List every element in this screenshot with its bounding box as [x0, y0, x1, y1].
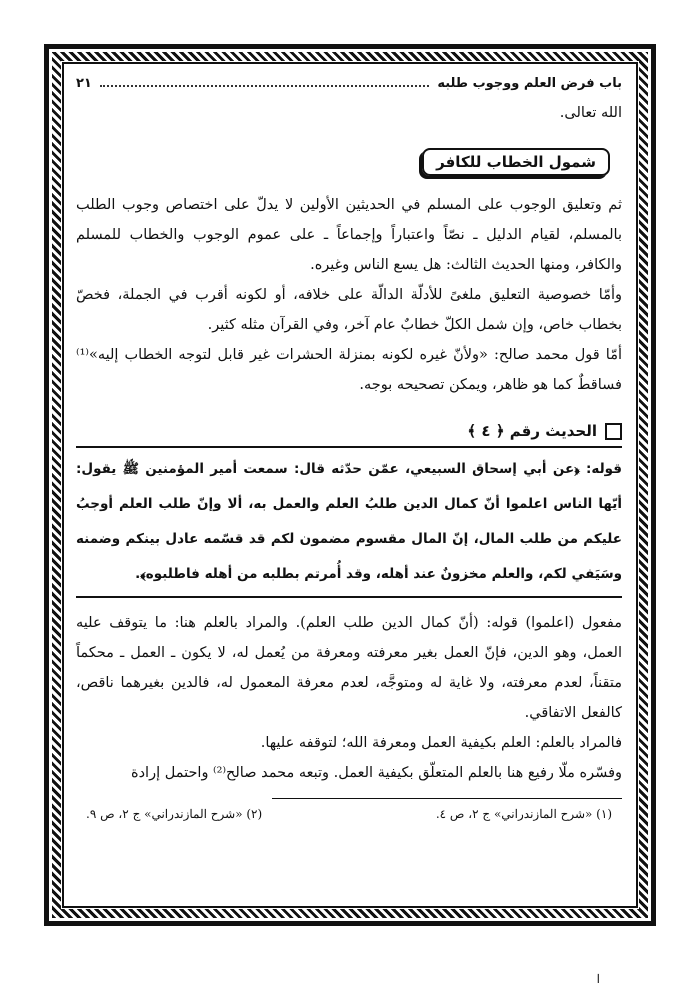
paragraph-2: وأمّا خصوصية التعليق ملغىً للأدلّة الدالّة على خلافه، أو لكونه أقرب في الجملة، فخصّ بخطاب خاص، وإن شمل الكلّ خطابٌ عام آخر، وفي القرآن مثله كثير. — [76, 287, 622, 333]
paragraph-1: ثم وتعليق الوجوب على المسلم في الحديثين الأولين لا يدلّ على اختصاص وجوب الطلب بالمسلم، لقيام الدليل ـ نصّاً واعتباراً وإجماعاً ـ على عموم الوجوب والخطاب للمسلم والكافر، ومنها الحديث الثالث: هل يسع الناس وغيره. — [76, 197, 622, 273]
footnote-1: (١) «شرح المازندراني» ج ٢، ص ٤. — [435, 807, 612, 821]
page-content — [76, 70, 622, 906]
page-number: ٢١ — [76, 76, 92, 91]
hadith-heading-text: الحديث رقم ﴿ ٤ ﴾ — [467, 422, 597, 440]
footnotes — [76, 807, 622, 821]
checkbox-icon — [605, 423, 622, 440]
commentary-3: وفسّره ملّا رفيع هنا بالعلم المتعلّق بكيفية العمل. وتبعه محمد صالح⁽²⁾ واحتمل إرادة — [130, 765, 622, 781]
paragraph-3: أمّا قول محمد صالح: «ولأنّ غيره لكونه بمنزلة الحشرات غير قابل لتوجه الخطاب إليه»⁽¹⁾ فساقطٌ كما هو ظاهر، ويمكن تصحيحه بوجه. — [76, 347, 622, 393]
running-head-title: باب فرض العلم ووجوب طلبه — [437, 76, 622, 91]
section-title: شمول الخطاب للكافر — [422, 148, 610, 176]
hadith-box — [76, 446, 622, 598]
running-head — [76, 70, 622, 98]
footnote-rule — [272, 798, 622, 799]
intro-line: الله تعالى. — [559, 105, 622, 121]
leader-dots — [100, 77, 429, 87]
page-mark: ا — [596, 972, 600, 986]
hadith-text: قوله: ﴿عن أبي إسحاق السبيعي، عمّن حدّثه قال: سمعت أمير المؤمنين ﷺ يقول: أيّها الناس اعلموا أنّ كمال الدين طلبُ العلم والعمل به، ألا وإنّ طلب العلم أوجبُ عليكم من طلب المال، إنّ المال مقسوم مضمون لكم قد قسّمه عادل بينكم وضمنه وسَيَفي لكم، والعلم مخزونٌ عند أهله، وقد أُمرتم بطلبه من أهله فاطلبوه﴾. — [76, 461, 622, 582]
commentary-1: مفعول (اعلموا) قوله: (أنّ كمال الدين طلب العلم). والمراد بالعلم هنا: ما يتوقف عليه العمل، وهو الدين، فإنّ العمل بغير معرفته ومعرفة من يُعمل له، لا يكون ـ العمل ـ محكماً متقناً، لعدم معرفته، ولا غاية له ومتوجَّه، لعدم معرفة المعمول له، فالدين بغيرهما ناقص، كالفعل الاتفاقي. — [76, 615, 622, 721]
footnote-2: (٢) «شرح المازندراني» ج ٢، ص ٩. — [86, 807, 263, 821]
commentary-2: فالمراد بالعلم: العلم بكيفية العمل ومعرفة الله؛ لتوقفه عليها. — [260, 735, 622, 751]
hadith-heading — [76, 422, 622, 440]
